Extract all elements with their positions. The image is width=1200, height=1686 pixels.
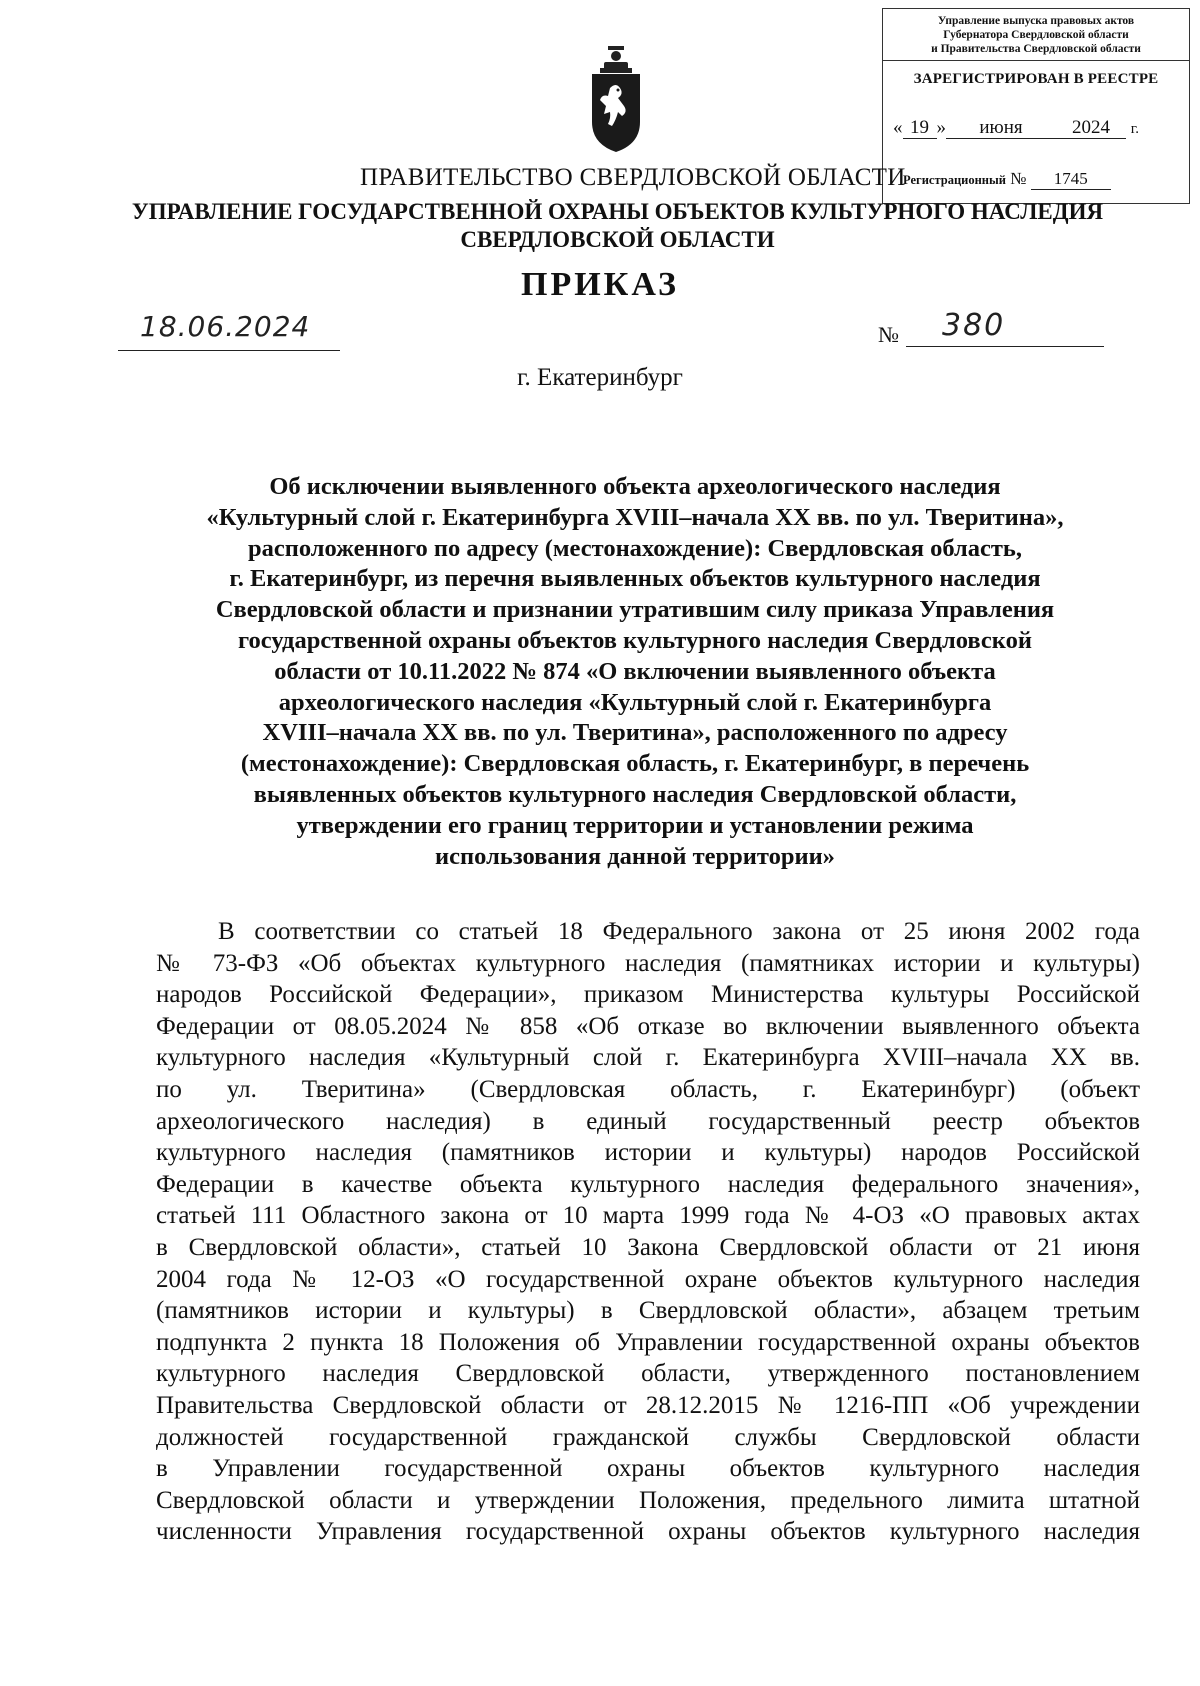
body-line: народов Российской Федерации», приказом Министерства культуры Российской: [156, 981, 1140, 1009]
body-line: подпункта 2 пункта 18 Положения об Управлении государственной охраны объектов: [156, 1328, 1140, 1356]
order-subject-heading: [140, 472, 1130, 872]
order-body-text: [156, 916, 1140, 1548]
body-line: № 73-ФЗ «Об объектах культурного наследия (памятниках истории и культуры): [156, 949, 1140, 977]
body-line: Свердловской области и утверждении Положения, предельного лимита штатной: [156, 1486, 1140, 1514]
stamp-year: 2024: [1056, 118, 1126, 139]
body-line: Федерации в качестве объекта культурного наследия федерального значения»,: [156, 1170, 1140, 1198]
body-line: 2004 года № 12-ОЗ «О государственной охране объектов культурного наследия: [156, 1265, 1140, 1293]
order-number-field: [906, 306, 1104, 347]
body-line: статьей 111 Областного закона от 10 марта 1999 года № 4-ОЗ «О правовых актах: [156, 1202, 1140, 1230]
body-line: должностей государственной гражданской службы Свердловской области: [156, 1423, 1140, 1451]
subject-line: расположенного по адресу (местонахождение): Свердловская область,: [247, 534, 1023, 562]
order-number-handwritten: 380: [942, 308, 1006, 343]
stamp-quote-close: »: [936, 117, 946, 138]
document-type-title: ПРИКАЗ: [521, 266, 679, 303]
subject-line: Об исключении выявленного объекта археологического наследия: [269, 473, 1001, 500]
stamp-reg-number: 1745: [1031, 169, 1111, 190]
registration-stamp: [882, 8, 1190, 204]
subject-line: выявленных объектов культурного наследия Свердловской области,: [253, 780, 1017, 808]
stamp-number: [903, 169, 1183, 190]
body-line: культурного наследия Свердловской области, утвержденного постановлением: [156, 1360, 1140, 1388]
subject-line: археологического наследия «Культурный слой г. Екатеринбурга: [278, 688, 992, 716]
order-date-handwritten: 18.06.2024: [140, 310, 311, 343]
stamp-year-suffix: г.: [1130, 121, 1139, 137]
body-line: Федерации от 08.05.2024 № 858 «Об отказе во включении выявленного объекта: [156, 1012, 1140, 1040]
stamp-organization: [883, 9, 1189, 61]
subject-line: Свердловской области и признании утратившим силу приказа Управления: [215, 596, 1055, 624]
stamp-org-line: Губернатора Свердловской области: [943, 29, 1129, 41]
order-date-field: [118, 306, 340, 351]
body-line: Правительства Свердловской области от 28.12.2015 № 1216-ПП «Об учреждении: [156, 1391, 1140, 1419]
stamp-num-sign: №: [1010, 169, 1027, 188]
body-line: в Управлении государственной охраны объектов культурного наследия: [156, 1455, 1140, 1483]
department-line: УПРАВЛЕНИЕ ГОСУДАРСТВЕННОЙ ОХРАНЫ ОБЪЕКТОВ КУЛЬТУРНОГО НАСЛЕДИЯ: [131, 199, 1104, 224]
subject-line: (местонахождение): Свердловская область, г. Екатеринбург, в перечень: [240, 750, 1030, 778]
subject-line: «Культурный слой г. Екатеринбурга XVIII–начала XX вв. по ул. Тверитина»,: [206, 503, 1064, 531]
department-title: [110, 198, 1125, 254]
body-line: по ул. Тверитина» (Свердловская область, г. Екатеринбург) (объект: [156, 1075, 1140, 1103]
stamp-reg-label: Регистрационный: [903, 173, 1006, 187]
subject-line: использования данной территории»: [435, 842, 835, 870]
subject-line: утверждении его границ территории и установлении режима: [296, 811, 974, 839]
subject-line: г. Екатеринбург, из перечня выявленных объектов культурного наследия: [229, 565, 1041, 593]
government-title: ПРАВИТЕЛЬСТВО СВЕРДЛОВСКОЙ ОБЛАСТИ: [360, 164, 906, 191]
city-line: г. Екатеринбург: [517, 364, 683, 391]
stamp-org-line: и Правительства Свердловской области: [931, 43, 1141, 55]
body-line: археологического наследия) в единый государственный реестр объектов: [156, 1107, 1140, 1135]
subject-line: государственной охраны объектов культурного наследия Свердловской: [238, 626, 1032, 654]
body-line: В соответствии со статьей 18 Федерального закона от 25 июня 2002 года: [218, 918, 1140, 945]
stamp-quote-open: «: [893, 117, 903, 138]
stamp-registered-label: ЗАРЕГИСТРИРОВАН В РЕЕСТРЕ: [913, 71, 1159, 87]
body-line: (памятников истории и культуры) в Свердловской области», абзацем третьим: [156, 1297, 1140, 1325]
order-number-label: №: [878, 322, 899, 347]
body-line: культурного наследия «Культурный слой г. Екатеринбурга XVIII–начала XX вв.: [156, 1044, 1140, 1072]
subject-line: области от 10.11.2022 № 874 «О включении выявленного объекта: [274, 657, 996, 685]
coat-of-arms-icon: [586, 44, 646, 154]
body-line: в Свердловской области», статьей 10 Закона Свердловской области от 21 июня: [156, 1233, 1140, 1261]
stamp-date: [893, 117, 1183, 139]
stamp-month: июня: [946, 118, 1056, 139]
subject-line: XVIII–начала XX вв. по ул. Тверитина», расположенного по адресу: [262, 719, 1008, 747]
stamp-day: 19: [903, 118, 937, 139]
department-line: СВЕРДЛОВСКОЙ ОБЛАСТИ: [460, 227, 775, 252]
stamp-org-line: Управление выпуска правовых актов: [937, 15, 1135, 27]
body-line: культурного наследия (памятников истории и культуры) народов Российской: [156, 1139, 1140, 1167]
body-line: численности Управления государственной охраны объектов культурного наследия: [156, 1518, 1140, 1546]
